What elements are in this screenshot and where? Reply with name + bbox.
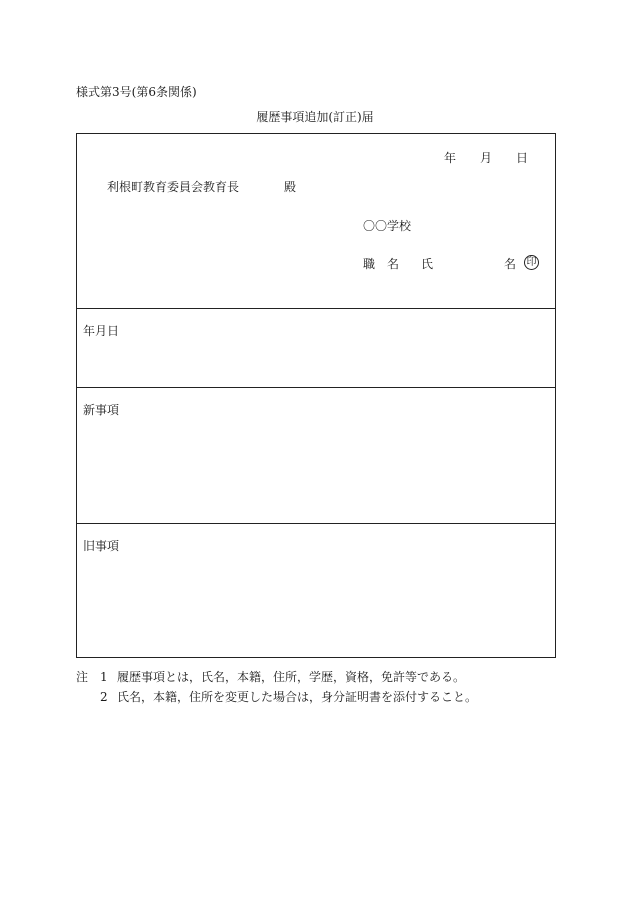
form-box — [76, 133, 556, 658]
old-matters-section[interactable] — [77, 524, 555, 657]
header-section — [77, 134, 555, 309]
form-reference: 様式第3号(第6条関係) — [76, 85, 197, 99]
addressee-honorific: 殿 — [284, 180, 297, 194]
new-matters-label: 新事項 — [83, 403, 120, 417]
note-1-number: 1 — [100, 670, 108, 684]
document-title: 履歴事項追加(訂正)届 — [256, 110, 374, 124]
seal-mark-icon: 印 — [524, 255, 539, 270]
name-label-1: 氏 — [421, 257, 434, 271]
notes-label: 注 — [76, 670, 89, 684]
position-label-1: 職 — [363, 257, 376, 271]
note-2-text: 氏名，本籍，住所を変更した場合は，身分証明書を添付すること。 — [117, 690, 478, 704]
note-1-text: 履歴事項とは，氏名，本籍，住所，学歴，資格，免許等である。 — [117, 670, 466, 684]
date-year-label: 年 — [444, 151, 457, 165]
date-month-label: 月 — [480, 151, 493, 165]
date-section[interactable] — [77, 309, 555, 388]
addressee: 利根町教育委員会教育長 — [107, 180, 240, 194]
date-section-label: 年月日 — [83, 324, 120, 338]
name-label-2: 名 — [504, 257, 517, 271]
old-matters-label: 旧事項 — [83, 539, 120, 553]
date-day-label: 日 — [516, 151, 529, 165]
position-label-2: 名 — [387, 257, 400, 271]
new-matters-section[interactable] — [77, 388, 555, 524]
note-2-number: 2 — [100, 690, 108, 704]
school-name: 〇〇学校 — [363, 219, 412, 233]
